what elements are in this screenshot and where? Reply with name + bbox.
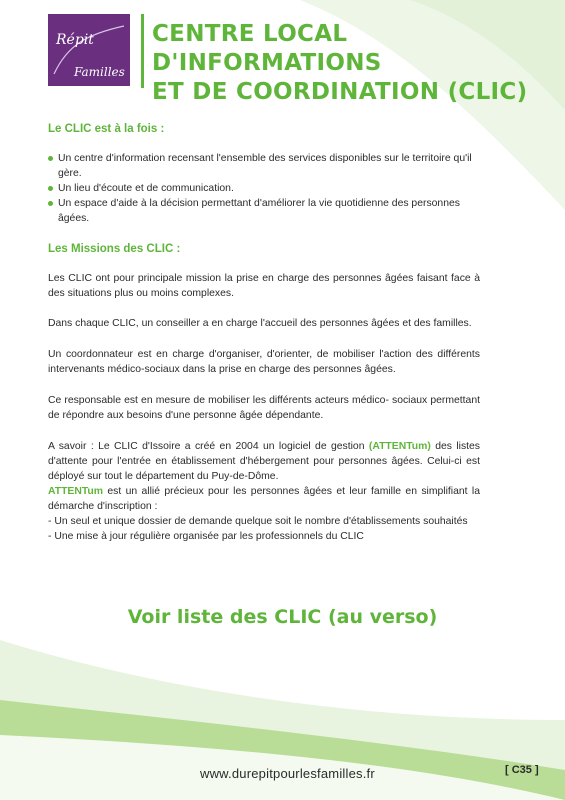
repit-familles-logo	[48, 14, 130, 86]
logo-text-repit: Répit	[56, 32, 94, 48]
attentum-dash-1: - Un seul et unique dossier de demande quelque soit le nombre d'établissements souhaités	[48, 516, 468, 527]
missions-paragraph-2: Dans chaque CLIC, un conseiller a en charge l'accueil des personnes âgées et des familles.	[48, 318, 472, 329]
page-title-line1: CENTRE LOCAL D'INFORMATIONS	[152, 21, 382, 76]
attentum-text-after: des listes d'attente pour l'entrée en établissement d'hébergement pour personnes âgées. Celui-ci est déployé sur tout le département du Puy-de-Dôme.	[48, 441, 481, 482]
page-title-line2: ET DE COORDINATION (CLIC)	[152, 79, 528, 105]
attentum-ally-text: est un allié précieux pour les personnes âgées et leur famille en simplifiant la démarche d'inscription :	[48, 486, 480, 512]
attentum-dash-2: - Une mise à jour régulière organisée par les professionnels du CLIC	[48, 531, 364, 542]
list-item: Un centre d'information recensant l'ensemble des services disponibles sur le territoire qu'il gère.	[48, 151, 480, 181]
website-link[interactable]: www.durepitpourlesfamilles.fr	[200, 766, 375, 781]
intro-heading: Le CLIC est à la fois :	[48, 123, 165, 135]
attentum-ally-paragraph	[48, 484, 480, 514]
logo-artwork	[48, 14, 130, 86]
title-divider	[141, 14, 144, 88]
missions-heading: Les Missions des CLIC :	[48, 243, 181, 255]
intro-bullet-list	[48, 151, 480, 226]
attentum-paragraph	[48, 439, 480, 484]
main-content	[48, 121, 480, 544]
missions-paragraph-1: Les CLIC ont pour principale mission la prise en charge des personnes âgées faisant face à des situations plus ou moins complexes.	[48, 273, 480, 299]
page-number: [ C35 ]	[505, 764, 539, 776]
see-list-callout: Voir liste des CLIC (au verso)	[127, 606, 438, 628]
missions-paragraph-4: Ce responsable est en mesure de mobiliser les différents acteurs médico- sociaux permettant de répondre aux besoins d'une personne âgée dépendante.	[48, 395, 480, 421]
page-title	[152, 20, 565, 107]
attentum-highlight: (ATTENTum)	[368, 441, 431, 452]
attentum-text-before: A savoir : Le CLIC d'Issoire a créé en 2004 un logiciel de gestion	[48, 441, 369, 452]
list-item: Un espace d'aide à la décision permettant d'améliorer la vie quotidienne des personnes âgées.	[48, 196, 480, 226]
logo-text-familles: Familles	[74, 65, 125, 79]
list-item: Un lieu d'écoute et de communication.	[48, 181, 480, 196]
missions-paragraph-3: Un coordonnateur est en charge d'organiser, d'orienter, de mobiliser l'action des différents intervenants médico-sociaux dans la prise en charge des personnes âgées.	[48, 349, 480, 375]
attentum-name: ATTENTum	[48, 486, 104, 497]
